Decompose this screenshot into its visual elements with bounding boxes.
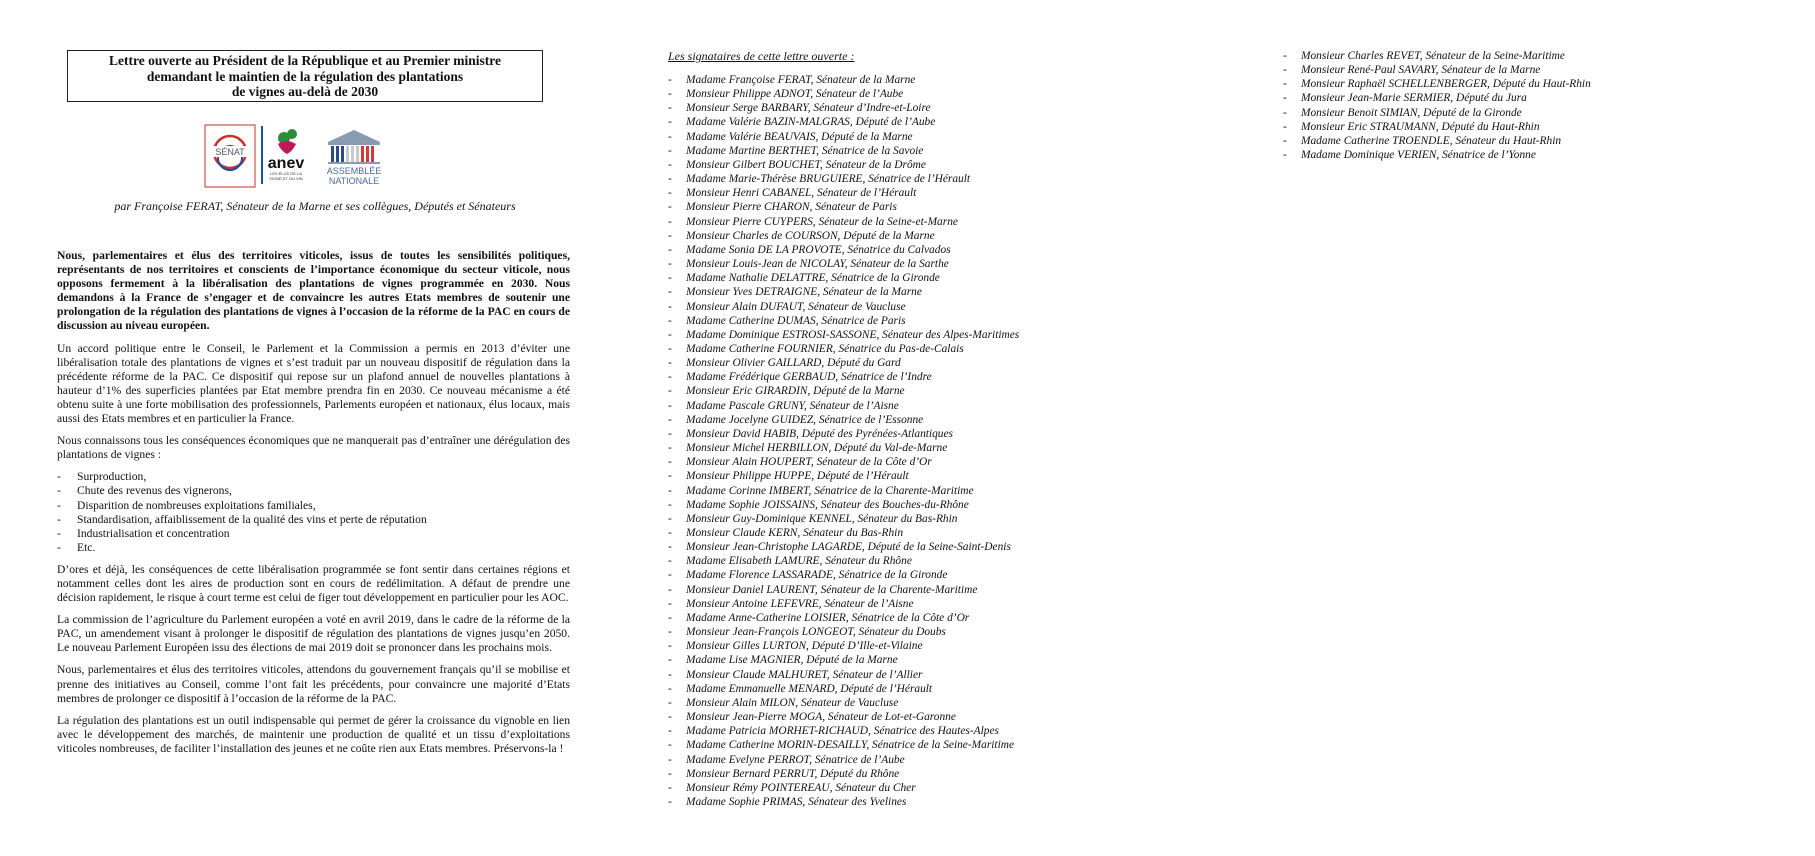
signatory-item: - Monsieur Henri CABANEL, Sénateur de l’Hérault — [668, 186, 1138, 200]
signatory-item: - Madame Patricia MORHET-RICHAUD, Sénatrice des Hautes-Alpes — [668, 724, 1138, 738]
signatory-item: - Madame Corinne IMBERT, Sénatrice de la Charente-Maritime — [668, 484, 1138, 498]
senat-logo — [205, 125, 255, 187]
signatory-item: - Madame Dominique ESTROSI-SASSONE, Sénateur des Alpes-Maritimes — [668, 328, 1138, 342]
signatory-item: - Monsieur Antoine LEFEVRE, Sénateur de l’Aisne — [668, 597, 1138, 611]
anev-logo-subtitle-1: LES ÉLUS DE LA — [270, 171, 302, 176]
signatories-heading: Les signataires de cette lettre ouverte : — [668, 49, 855, 63]
list-item: - Industrialisation et concentration — [57, 527, 570, 541]
signatory-item: - Madame Sonia DE LA PROVOTE, Sénatrice du Calvados — [668, 243, 1138, 257]
title-line-2: demandant le maintien de la régulation des plantations — [146, 68, 464, 84]
signatory-item: - Monsieur Eric STRAUMANN, Député du Haut-Rhin — [1283, 120, 1703, 134]
list-item: - Etc. — [57, 541, 570, 555]
list-item: - Chute des revenus des vignerons, — [57, 484, 570, 498]
signatory-item: - Madame Catherine DUMAS, Sénatrice de Paris — [668, 314, 1138, 328]
list-item: - Disparition de nombreuses exploitations familiales, — [57, 499, 570, 513]
paragraph-commission: La commission de l’agriculture du Parlement européen a voté en avril 2019, dans le cadre de la réforme de la PAC, un amendement visant à prolonger le dispositif de régulation des plantations de vignes jusqu’en 2050. Le nouveau Parlement Européen issu des élections de mai 2019 doit se prononcer dans les prochains mois. — [57, 613, 570, 655]
signatory-item: - Madame Marie-Thérèse BRUGUIERE, Sénatrice de l’Hérault — [668, 172, 1138, 186]
signatory-item: - Monsieur Alain DUFAUT, Sénateur de Vaucluse — [668, 300, 1138, 314]
signatory-item: - Monsieur Jean-Christophe LAGARDE, Député de la Seine-Saint-Denis — [668, 540, 1138, 554]
signatory-item: - Monsieur David HABIB, Député des Pyrénées-Atlantiques — [668, 427, 1138, 441]
letter-title-box — [67, 50, 543, 102]
letter-body — [57, 249, 570, 764]
signatory-item: - Madame Valérie BAZIN-MALGRAS, Député de l’Aube — [668, 115, 1138, 129]
paragraph-consequences-intro: Nous connaissons tous les conséquences économiques que ne manquerait pas d’entraîner une dérégulation des plantations de vignes : — [57, 434, 570, 462]
byline: par Françoise FERAT, Sénateur de la Marne et ses collègues, Députés et Sénateurs — [114, 199, 516, 213]
signatory-item: - Madame Elisabeth LAMURE, Sénateur du Rhône — [668, 554, 1138, 568]
signatory-item: - Monsieur Benoit SIMIAN, Député de la Gironde — [1283, 106, 1703, 120]
list-item: - Standardisation, affaiblissement de la qualité des vins et perte de réputation — [57, 513, 570, 527]
paragraph-regulation: La régulation des plantations est un outil indispensable qui permet de gérer la croissance du vignoble en lien avec le développement des marchés, de maintenir une production de qualité et un tissu d’exploitations viticoles nombreuses, de faciliter l’installation des jeunes et ne coûte rien aux Etats membres. Préservons-la ! — [57, 713, 570, 755]
signatory-item: - Monsieur Alain MILON, Sénateur de Vaucluse — [668, 696, 1138, 710]
signatory-item: - Monsieur Gilbert BOUCHET, Sénateur de la Drôme — [668, 158, 1138, 172]
signatory-item: - Madame Valérie BEAUVAIS, Député de la Marne — [668, 130, 1138, 144]
signatory-item: - Madame Pascale GRUNY, Sénateur de l’Aisne — [668, 399, 1138, 413]
signatory-item: - Madame Martine BERTHET, Sénatrice de la Savoie — [668, 144, 1138, 158]
intro-paragraph: Nous, parlementaires et élus des territoires viticoles, issus de toutes les sensibilités politiques, représentants de nos territoires et conscients de l’importance économique du secteur viticole, nous opposons fermement à la libéralisation des plantations de vignes programmée en 2030. Nous demandons à la France de s’engager et de convaincre les autres Etats membres de soutenir une prolongation de la régulation des plantations de vignes à l’occasion de la réforme de la PAC en cours de discussion au niveau européen. — [57, 249, 570, 333]
anev-logo-subtitle-2: VIGNE ET DU VIN — [269, 176, 303, 181]
signatory-item: - Monsieur Daniel LAURENT, Sénateur de la Charente-Maritime — [668, 583, 1138, 597]
consequences-list — [57, 470, 570, 555]
signatory-item: - Monsieur Jean-François LONGEOT, Sénateur du Doubs — [668, 625, 1138, 639]
signatories-column-2 — [1283, 49, 1703, 162]
paragraph-accord: Un accord politique entre le Conseil, le Parlement et la Commission a permis en 2013 d’éviter une libéralisation totale des plantations de vignes et s’est traduit par un nouveau dispositif de régulation dans la précédente réforme de la PAC. Ce dispositif qui repose sur un plafond annuel de nouvelles plantations à hauteur d’1% des superficies plantées par Etat membre prendra fin en 2030. Ce nouveau mécanisme a été obtenu suite à une forte mobilisation des professionnels, Parlements européen et nationaux, élus locaux, mais aussi des Etats membres et en particulier la France. — [57, 341, 570, 426]
signatory-item: - Monsieur Jean-Marie SERMIER, Député du Jura — [1283, 91, 1703, 105]
signatory-item: - Monsieur Pierre CUYPERS, Sénateur de la Seine-et-Marne — [668, 215, 1138, 229]
signatory-item: - Madame Frédérique GERBAUD, Sénatrice de l’Indre — [668, 370, 1138, 384]
signatory-item: - Monsieur Olivier GAILLARD, Député du Gard — [668, 356, 1138, 370]
signatory-item: - Madame Evelyne PERROT, Sénatrice de l’Aube — [668, 753, 1138, 767]
senat-logo-text: SÉNAT — [215, 147, 245, 157]
signatory-item: - Madame Anne-Catherine LOISIER, Sénatrice de la Côte d’Or — [668, 611, 1138, 625]
title-line-1: Lettre ouverte au Président de la République et au Premier ministre — [109, 53, 501, 68]
signatory-item: - Madame Emmanuelle MENARD, Député de l’Hérault — [668, 682, 1138, 696]
signatory-item: - Madame Jocelyne GUIDEZ, Sénatrice de l’Essonne — [668, 413, 1138, 427]
anev-logo-text: anev — [267, 155, 305, 172]
signatory-item: - Monsieur Raphaël SCHELLENBERGER, Député du Haut-Rhin — [1283, 77, 1703, 91]
signatory-item: - Madame Françoise FERAT, Sénateur de la Marne — [668, 73, 1138, 87]
signatory-item: - Madame Nathalie DELATTRE, Sénatrice de la Gironde — [668, 271, 1138, 285]
assemblee-logo-line-2: NATIONALE — [328, 176, 380, 186]
signatory-item: - Monsieur Bernard PERRUT, Député du Rhône — [668, 767, 1138, 781]
logos — [204, 124, 424, 188]
signatory-item: - Monsieur Philippe ADNOT, Sénateur de l’Aube — [668, 87, 1138, 101]
signatory-item: - Monsieur Philippe HUPPE, Député de l’Hérault — [668, 469, 1138, 483]
signatory-item: - Monsieur Pierre CHARON, Sénateur de Paris — [668, 200, 1138, 214]
signatory-item: - Madame Lise MAGNIER, Député de la Marne — [668, 653, 1138, 667]
signatory-item: - Madame Catherine FOURNIER, Sénatrice du Pas-de-Calais — [668, 342, 1138, 356]
paragraph-ores-et-deja: D’ores et déjà, les conséquences de cette libéralisation programmée se font sentir dans certaines régions et notamment celles dont les aires de production sont en cours de redélimitation. A défaut de prendre une décision rapidement, le risque à court terme est celui de figer tout développement en particulier pour les AOC. — [57, 562, 570, 605]
signatory-item: - Monsieur René-Paul SAVARY, Sénateur de la Marne — [1283, 63, 1703, 77]
signatory-item: - Monsieur Claude MALHURET, Sénateur de l’Allier — [668, 668, 1138, 682]
signatory-item: - Monsieur Michel HERBILLON, Député du Val-de-Marne — [668, 441, 1138, 455]
signatories-list-2 — [1283, 49, 1703, 162]
assemblee-nationale-logo — [327, 130, 382, 186]
list-item: - Surproduction, — [57, 470, 570, 484]
signatory-item: - Monsieur Jean-Pierre MOGA, Sénateur de Lot-et-Garonne — [668, 710, 1138, 724]
signatory-item: - Monsieur Eric GIRARDIN, Député de la Marne — [668, 384, 1138, 398]
assemblee-logo-line-1: ASSEMBLÉE — [326, 166, 382, 176]
signatory-item: - Monsieur Guy-Dominique KENNEL, Sénateur du Bas-Rhin — [668, 512, 1138, 526]
signatories-list-1 — [668, 73, 1138, 809]
title-line-3: de vignes au-delà de 2030 — [231, 84, 379, 99]
signatory-item: - Monsieur Charles REVET, Sénateur de la Seine-Maritime — [1283, 49, 1703, 63]
signatory-item: - Madame Sophie PRIMAS, Sénateur des Yvelines — [668, 795, 1138, 809]
signatory-item: - Madame Catherine TROENDLE, Sénateur du Haut-Rhin — [1283, 134, 1703, 148]
signatory-item: - Monsieur Serge BARBARY, Sénateur d’Indre-et-Loire — [668, 101, 1138, 115]
signatory-item: - Monsieur Louis-Jean de NICOLAY, Sénateur de la Sarthe — [668, 257, 1138, 271]
signatory-item: - Madame Catherine MORIN-DESAILLY, Sénatrice de la Seine-Maritime — [668, 738, 1138, 752]
paragraph-gouvernement: Nous, parlementaires et élus des territoires viticoles, attendons du gouvernement français qu’il se mobilise et prenne des initiatives au Conseil, comme l’ont fait les précédents, pour convaincre une majorité d’Etats membres de prolonger ce dispositif à l’occasion de la réforme de la PAC. — [57, 663, 570, 705]
signatory-item: - Monsieur Charles de COURSON, Député de la Marne — [668, 229, 1138, 243]
signatory-item: - Madame Sophie JOISSAINS, Sénateur des Bouches-du-Rhône — [668, 498, 1138, 512]
signatory-item: - Monsieur Alain HOUPERT, Sénateur de la Côte d’Or — [668, 455, 1138, 469]
signatories-column-1 — [668, 49, 1138, 809]
signatory-item: - Madame Florence LASSARADE, Sénatrice de la Gironde — [668, 568, 1138, 582]
anev-logo — [261, 126, 304, 184]
signatory-item: - Monsieur Claude KERN, Sénateur du Bas-Rhin — [668, 526, 1138, 540]
signatory-item: - Monsieur Rémy POINTEREAU, Sénateur du Cher — [668, 781, 1138, 795]
signatory-item: - Monsieur Gilles LURTON, Député D’Ille-et-Vilaine — [668, 639, 1138, 653]
signatory-item: - Madame Dominique VERIEN, Sénatrice de l’Yonne — [1283, 148, 1703, 162]
signatory-item: - Monsieur Yves DETRAIGNE, Sénateur de la Marne — [668, 285, 1138, 299]
